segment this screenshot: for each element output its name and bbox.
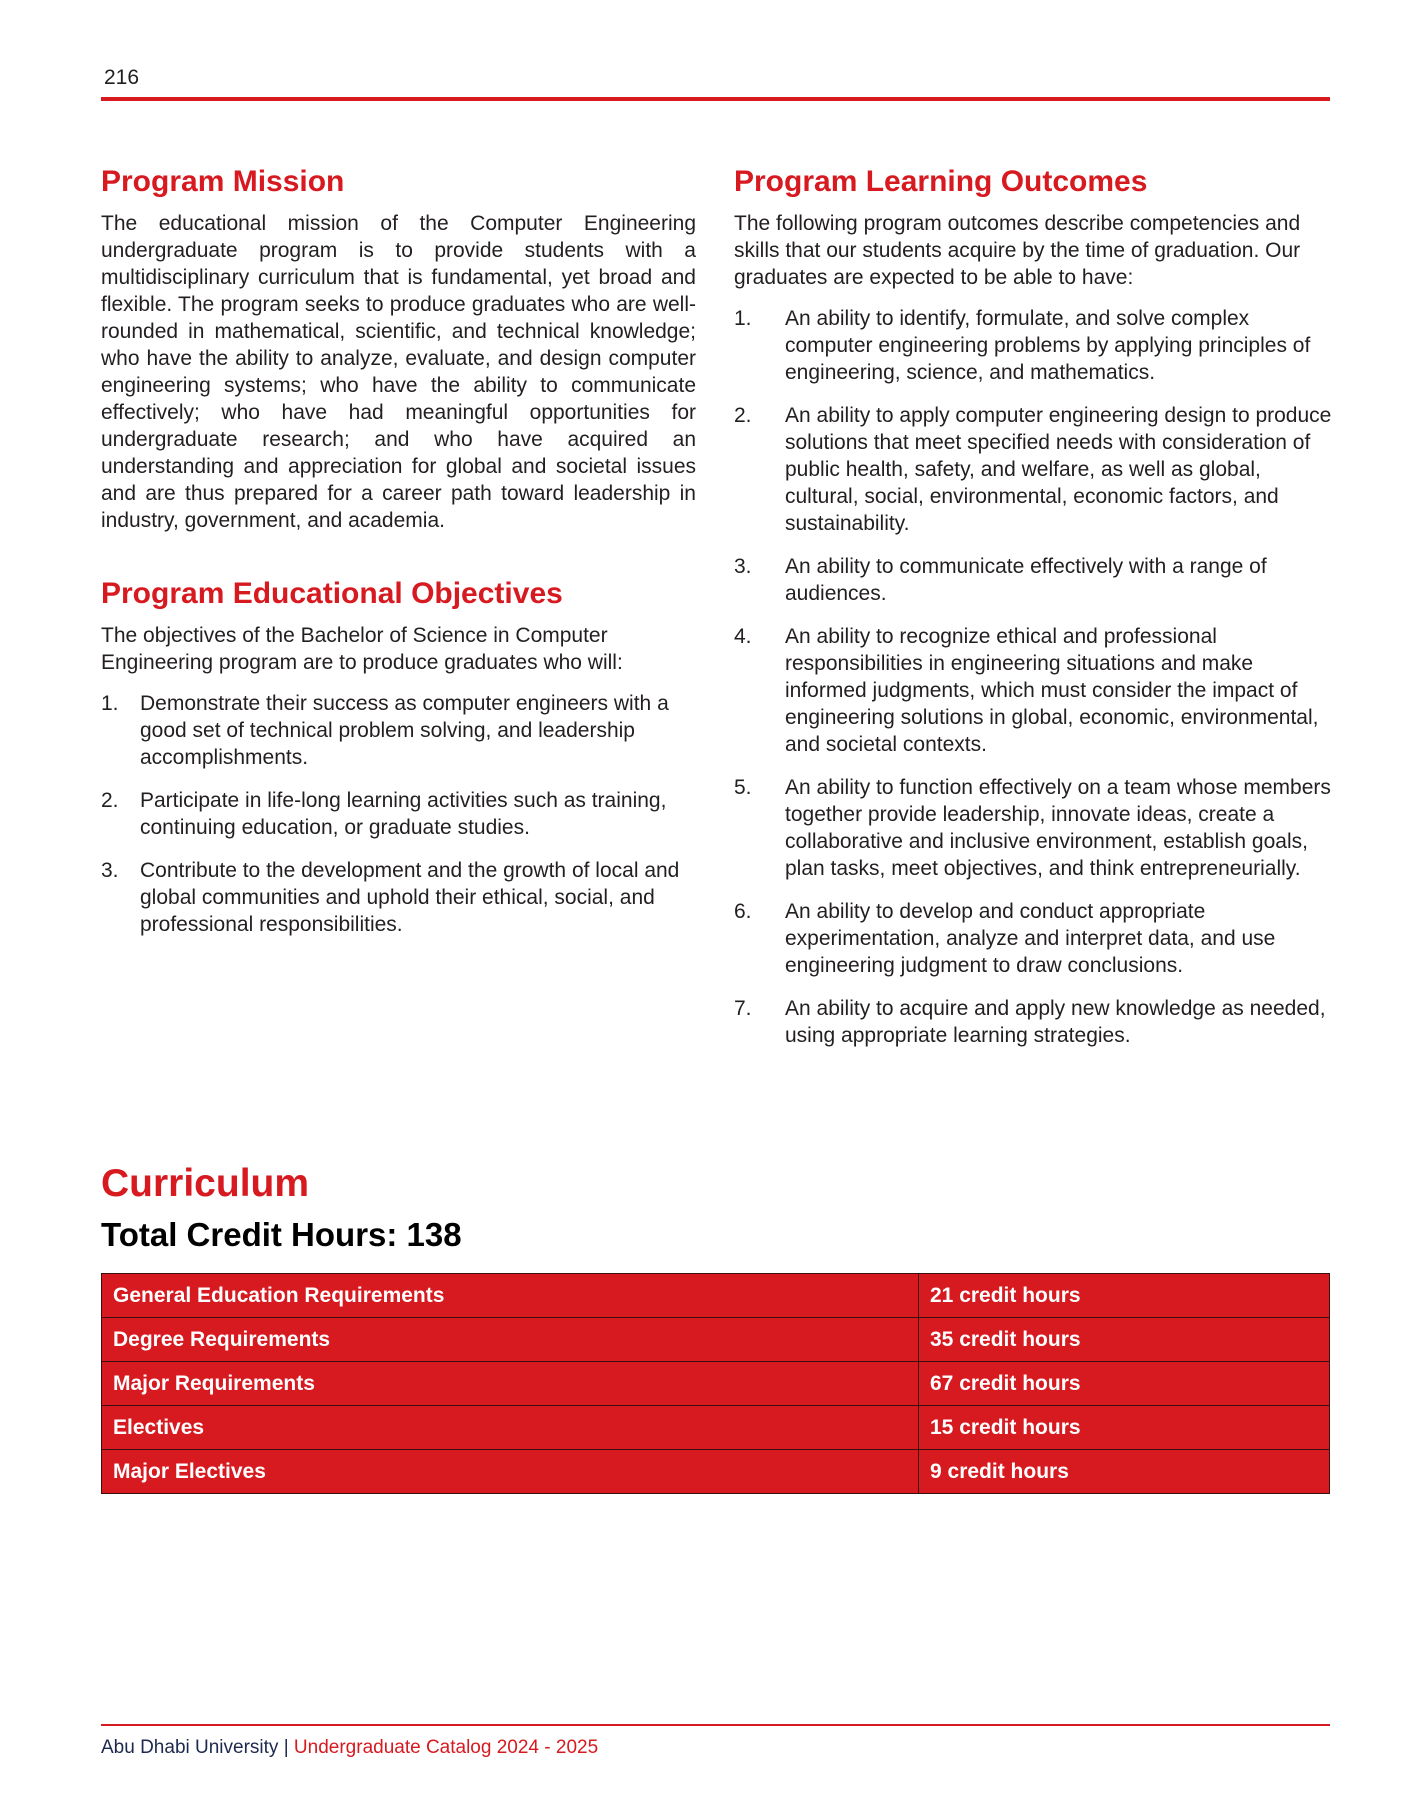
list-number: 6. xyxy=(734,900,752,923)
list-text: Participate in life-long learning activities such as training, continuing education, or graduate studies. xyxy=(140,789,667,839)
list-number: 7. xyxy=(734,997,752,1020)
objectives-list xyxy=(101,690,696,938)
requirement-cell: General Education Requirements xyxy=(102,1274,919,1318)
list-number: 4. xyxy=(734,625,752,648)
outcome-item xyxy=(734,774,1334,882)
program-objectives-intro: The objectives of the Bachelor of Science in Computer Engineering program are to produce graduates who will: xyxy=(101,624,623,674)
footer-organization: Abu Dhabi University xyxy=(101,1737,279,1758)
right-column xyxy=(734,162,1334,1065)
program-objectives-title: Program Educational Objectives xyxy=(101,577,563,610)
objective-item xyxy=(101,690,696,771)
footer-catalog: Undergraduate Catalog 2024 - 2025 xyxy=(293,1737,599,1758)
program-mission-text: The educational mission of the Computer Engineering undergraduate program is to provide students with a multidisciplinary curriculum that is fundamental, yet broad and flexible. The program seeks to produce graduates who are well-rounded in mathematical, scientific, and technical knowledge; who have the ability to analyze, evaluate, and design computer engineering systems; who have the ability to communicate effectively; who have had meaningful opportunities for undergraduate research; and who have acquired an understanding and appreciation for global and societal issues and are thus prepared for a career path toward leadership in industry, government, and academia. xyxy=(101,212,696,532)
list-number: 2. xyxy=(101,789,119,812)
list-text: An ability to acquire and apply new knowledge as needed, using appropriate learning strategies. xyxy=(785,997,1326,1047)
list-text: Demonstrate their success as computer engineers with a good set of technical problem solving, and leadership accomplishments. xyxy=(140,692,669,769)
hours-cell: 67 credit hours xyxy=(919,1362,1330,1406)
outcome-item xyxy=(734,553,1334,607)
program-outcomes-title: Program Learning Outcomes xyxy=(734,165,1148,198)
program-objectives-section xyxy=(101,574,696,938)
table-row xyxy=(102,1362,1330,1406)
outcomes-list xyxy=(734,305,1334,1049)
requirement-cell: Electives xyxy=(102,1406,919,1450)
objective-item xyxy=(101,787,696,841)
hours-cell: 15 credit hours xyxy=(919,1406,1330,1450)
list-number: 3. xyxy=(734,555,752,578)
objective-item xyxy=(101,857,696,938)
table-row xyxy=(102,1274,1330,1318)
list-number: 1. xyxy=(101,692,119,715)
curriculum-section xyxy=(101,1160,1330,1256)
list-number: 2. xyxy=(734,404,752,427)
program-outcomes-section xyxy=(734,162,1334,1049)
footer xyxy=(101,1737,598,1759)
hours-cell: 9 credit hours xyxy=(919,1450,1330,1494)
table-row xyxy=(102,1318,1330,1362)
program-mission-title: Program Mission xyxy=(101,165,345,198)
left-column xyxy=(101,162,696,954)
footer-divider xyxy=(101,1724,1330,1726)
list-text: An ability to develop and conduct appropriate experimentation, analyze and interpret data, and use engineering judgment to draw conclusions. xyxy=(785,900,1276,977)
list-text: An ability to identify, formulate, and solve complex computer engineering problems by applying principles of engineering, science, and mathematics. xyxy=(785,307,1311,384)
outcome-item xyxy=(734,898,1334,979)
program-outcomes-intro: The following program outcomes describe competencies and skills that our students acquire by the time of graduation. Our graduates are expected to be able to have: xyxy=(734,212,1301,289)
outcome-item xyxy=(734,305,1334,386)
table-row xyxy=(102,1406,1330,1450)
list-number: 3. xyxy=(101,859,119,882)
table-row xyxy=(102,1450,1330,1494)
list-text: An ability to function effectively on a team whose members together provide leadership, innovate ideas, create a collaborative and inclusive environment, establish goals, plan tasks, meet objectives, and think entrepreneurially. xyxy=(785,776,1331,880)
header-divider xyxy=(101,97,1330,101)
page-number: 216 xyxy=(104,66,140,89)
requirement-cell: Major Requirements xyxy=(102,1362,919,1406)
requirement-cell: Degree Requirements xyxy=(102,1318,919,1362)
outcome-item xyxy=(734,402,1334,537)
hours-cell: 21 credit hours xyxy=(919,1274,1330,1318)
list-number: 1. xyxy=(734,307,752,330)
list-text: An ability to communicate effectively with a range of audiences. xyxy=(785,555,1267,605)
list-text: An ability to apply computer engineering design to produce solutions that meet specified needs with consideration of public health, safety, and welfare, as well as global, cultural, social, environmental, economic factors, and sustainability. xyxy=(785,404,1332,535)
list-text: An ability to recognize ethical and professional responsibilities in engineering situations and make informed judgments, which must consider the impact of engineering solutions in global, economic, environmental, and societal contexts. xyxy=(785,625,1319,756)
curriculum-title: Curriculum xyxy=(101,1162,310,1205)
hours-cell: 35 credit hours xyxy=(919,1318,1330,1362)
list-text: Contribute to the development and the growth of local and global communities and uphold their ethical, social, and professional responsibilities. xyxy=(140,859,680,936)
footer-separator: | xyxy=(283,1737,289,1758)
requirement-cell: Major Electives xyxy=(102,1450,919,1494)
credit-hours-table xyxy=(101,1273,1330,1494)
outcome-item xyxy=(734,623,1334,758)
list-number: 5. xyxy=(734,776,752,799)
total-credit-hours: Total Credit Hours: 138 xyxy=(101,1216,462,1253)
outcome-item xyxy=(734,995,1334,1049)
program-mission-section xyxy=(101,162,696,534)
